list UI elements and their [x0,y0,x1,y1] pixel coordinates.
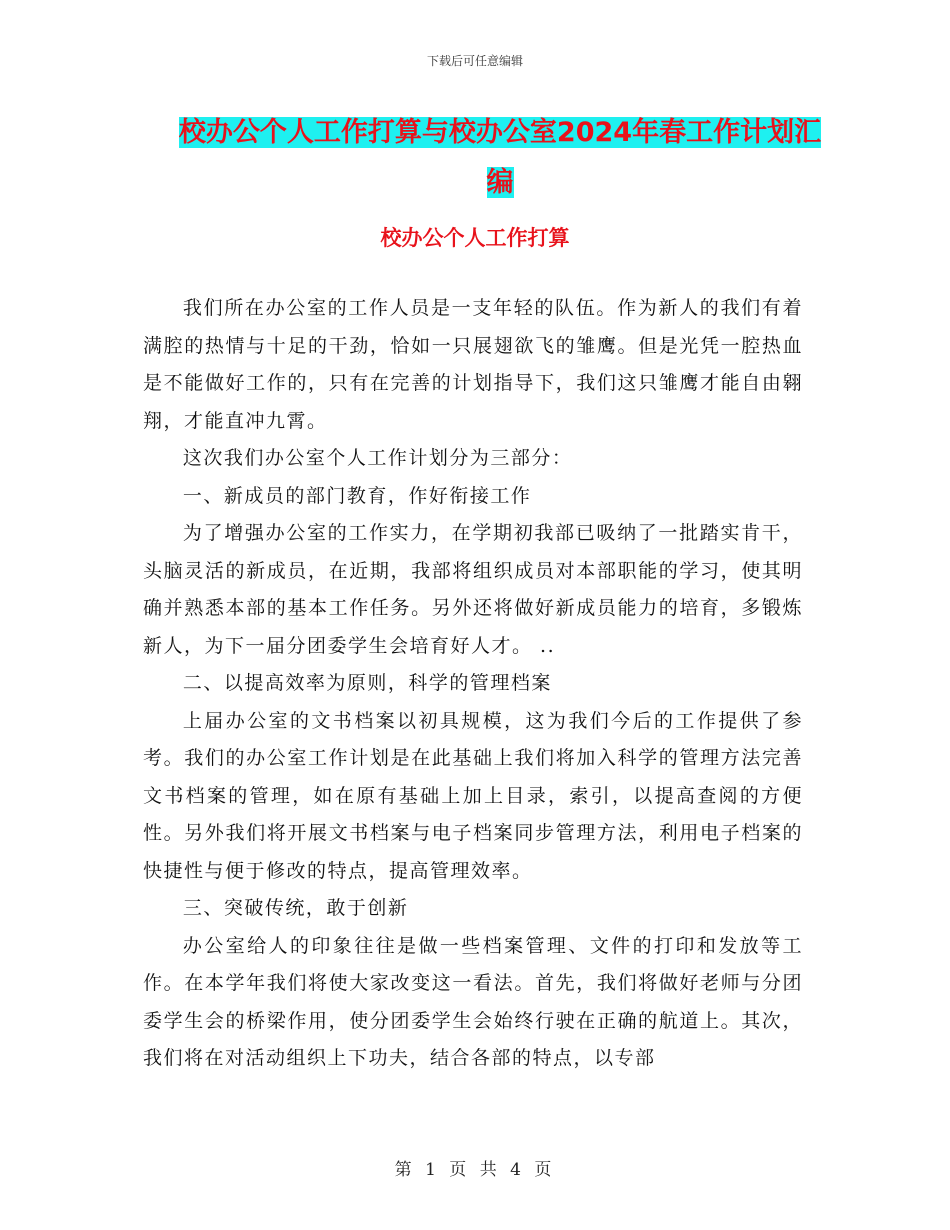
document-body [143,290,803,1078]
document-title [150,108,850,208]
paragraph-overview: 这次我们办公室个人工作计划分为三部分： [182,447,573,469]
page-number-footer: 第 1 页 共 4 页 [394,1160,556,1180]
paragraph-part-3: 办公室给人的印象往往是做一些档案管理、文件的打印和发放等工作。在本学年我们将使大家改变这一看法。首先，我们将做好老师与分团委学生会的桥梁作用，使分团委学生会始终行驶在正确的航道上。其次，我们将在对活动组织上下功夫，结合各部的特点，以专部 [143,934,803,1069]
page-header-note: 下载后可任意编辑 [426,54,523,68]
document-title-line-1: 校办公个人工作打算与校办公室2024年春工作计划汇 [178,117,822,148]
document-title-line-2: 编 [486,167,514,198]
heading-part-1: 一、新成员的部门教育，作好衔接工作 [182,484,532,507]
paragraph-intro: 我们所在办公室的工作人员是一支年轻的队伍。作为新人的我们有着满腔的热情与十足的干劲，恰如一只展翅欲飞的雏鹰。但是光凭一腔热血是不能做好工作的，只有在完善的计划指导下，我们这只雏鹰才能自由翱翔，才能直冲九霄。 [143,297,803,432]
heading-part-2: 二、以提高效率为原则，科学的管理档案 [182,672,552,694]
heading-part-3: 三、突破传统，敢于创新 [182,897,409,919]
paragraph-part-1: 为了增强办公室的工作实力，在学期初我部已吸纳了一批踏实肯干，头脑灵活的新成员，在近期，我部将组织成员对本部职能的学习，使其明确并熟悉本部的基本工作任务。另外还将做好新成员能力的培育，多锻炼新人，为下一届分团委学生会培育好人才。 .. [143,522,803,657]
paragraph-part-2: 上届办公室的文书档案以初具规模，这为我们今后的工作提供了参考。我们的办公室工作计划是在此基础上我们将加入科学的管理方法完善文书档案的管理，如在原有基础上加上目录，索引，以提高查阅的方便性。另外我们将开展文书档案与电子档案同步管理方法，利用电子档案的快捷性与便于修改的特点，提高管理效率。 [143,709,803,882]
section-title: 校办公个人工作打算 [380,226,570,250]
